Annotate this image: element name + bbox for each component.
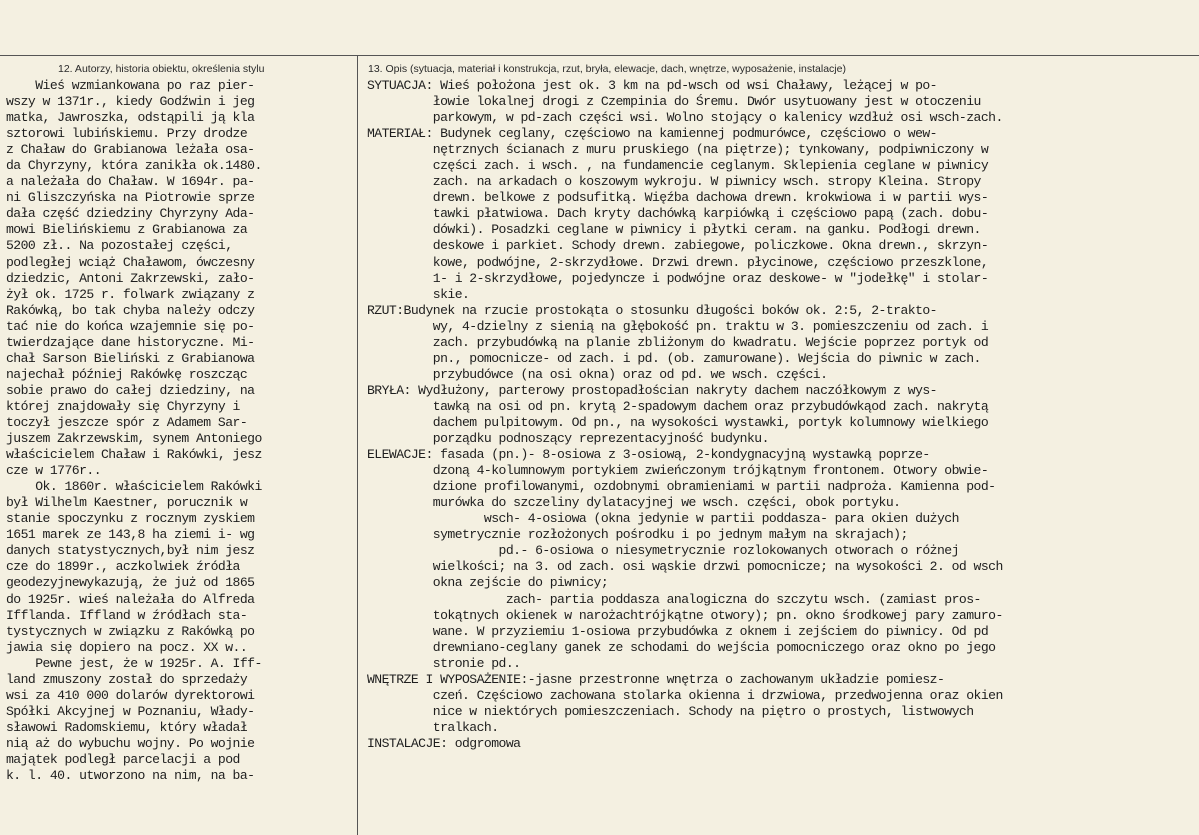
history-text-line: Wieś wzmiankowana po raz pier- xyxy=(6,78,255,93)
history-text-line: Rakówką, bo tak chyba należy odczy xyxy=(6,302,255,318)
description-text-line: tokątnych okienek w narożachtrójkątne otwory); pn. okno środkowej pary zamuro- xyxy=(367,607,1003,623)
description-text-line: stronie pd.. xyxy=(367,655,521,671)
description-text-line: tralkach. xyxy=(367,719,499,735)
description-text-line: drewn. belkowe z podsufitką. Więźba dachowa drewn. krokwiowa i w partii wys- xyxy=(367,190,989,206)
section-13-heading: 13. Opis (sytuacja, materiał i konstrukcja, rzut, bryła, elewacje, dach, wnętrze, wyposażenie, instalacje) xyxy=(368,63,846,75)
history-text-line: stanie spoczynku z rocznym zyskiem xyxy=(6,511,255,527)
description-text-line: dzoną 4-kolumnowym portykiem zwieńczonym trójkątnym frontonem. Otwory obwie- xyxy=(367,463,989,479)
history-text-line: land zmuszony został do sprzedaży xyxy=(6,671,248,687)
description-text-line: parkowym, w pd-zach części wsi. Wolno stojący o kalenicy wzdłuż osi wsch-zach. xyxy=(367,110,1003,126)
description-text-line: SYTUACJA: Wieś położona jest ok. 3 km na pd-wsch od wsi Chaławy, leżącej w po- xyxy=(367,78,937,93)
history-text-line: matka, Jawroszka, odstąpili ją kla xyxy=(6,110,255,126)
description-text-line: dówki). Posadzki ceglane w piwnicy i płytki ceram. na ganku. Podłogi drewn. xyxy=(367,222,981,238)
history-text-line: toczył jeszcze spór z Adamem Sar- xyxy=(6,414,248,430)
history-text-line: wsi za 410 000 dolarów dyrektorowi xyxy=(6,687,255,703)
history-text-line: majątek podległ parcelacji a pod xyxy=(6,751,240,767)
history-text-line: Pewne jest, że w 1925r. A. Iff- xyxy=(6,655,262,671)
history-text-line: tystycznych w związku z Rakówką po xyxy=(6,623,255,639)
description-text-line: INSTALACJE: odgromowa xyxy=(367,735,521,751)
description-text-line: porządku podnoszący reprezentacyjność budynku. xyxy=(367,431,769,447)
history-text-line: cze do 1899r., aczkolwiek źródła xyxy=(6,559,240,575)
history-text-line: do 1925r. wieś należała do Alfreda xyxy=(6,591,255,607)
description-text-line: wy, 4-dzielny z sienią na głębokość pn. traktu w 3. pomieszczeniu od zach. i xyxy=(367,318,989,334)
history-text-line: żył ok. 1725 r. folwark związany z xyxy=(6,286,255,302)
history-text-line: był Wilhelm Kaestner, porucznik w xyxy=(6,495,248,511)
history-text-line: sobie prawo do całej dziedziny, na xyxy=(6,382,255,398)
column-divider xyxy=(357,55,358,835)
description-text xyxy=(367,78,1003,752)
history-text-line: z Chaław do Grabianowa leżała osa- xyxy=(6,142,255,158)
description-text-line: RZUT:Budynek na rzucie prostokąta o stosunku długości boków ok. 2:5, 2-trakto- xyxy=(367,302,937,318)
description-text-line: zach- partia poddasza analogiczna do szczytu wsch. (zamiast pros- xyxy=(367,591,981,607)
description-text-line: okna zejście do piwnicy; xyxy=(367,575,609,591)
description-text-line: wielkości; na 3. od zach. osi wąskie drzwi pomocnicze; na wysokości 2. od wsch xyxy=(367,559,1003,575)
history-text-line: której znajdowały się Chyrzyny i xyxy=(6,398,240,414)
history-text-line: jawia się dopiero na pocz. XX w.. xyxy=(6,639,248,655)
history-text-line: cze w 1776r.. xyxy=(6,463,101,479)
description-text-line: symetrycznie rozłożonych pośrodku i po jednym małym na skrajach); xyxy=(367,527,908,543)
history-text-line: juszem Zakrzewskim, synem Antoniego xyxy=(6,431,262,447)
description-text-line: nice w niektórych pomieszczeniach. Schody na piętro o prostych, listwowych xyxy=(367,703,974,719)
description-text-line: czeń. Częściowo zachowana stolarka okienna i drzwiowa, przedwojenna oraz okien xyxy=(367,687,1003,703)
description-text-line: części zach. i wsch. , na fundamencie ceglanym. Sklepienia ceglane w piwnicy xyxy=(367,158,989,174)
history-text-line: nią aż do wybuchu wojny. Po wojnie xyxy=(6,735,255,751)
history-text-line: sławowi Radomskiemu, który władał xyxy=(6,719,248,735)
history-text-line: da Chyrzyny, która zanikła ok.1480. xyxy=(6,158,262,174)
history-text-line: 1651 marek ze 143,8 ha ziemi i- wg xyxy=(6,527,255,543)
description-text-line: zach. na arkadach o koszowym wykroju. W piwnicy wsch. stropy Kleina. Stropy xyxy=(367,174,981,190)
description-text-line: nętrznych ścianach z muru pruskiego (na piętrze); tynkowany, podpiwniczony w xyxy=(367,142,989,158)
history-text-line: 5200 zł.. Na pozostałej części, xyxy=(6,238,233,254)
history-text-line: Spółki Akcyjnej w Poznaniu, Włady- xyxy=(6,703,255,719)
description-text-line: wane. W przyziemiu 1-osiowa przybudówka z oknem i zejściem do piwnicy. Od pd xyxy=(367,623,989,639)
description-text-line: zach. przybudówką na planie zbliżonym do kwadratu. Wejście poprzez portyk od xyxy=(367,334,989,350)
history-text-line: dziedzic, Antoni Zakrzewski, zało- xyxy=(6,270,255,286)
description-text-line: murówka do szczeliny dylatacyjnej we wsch. części, obok portyku. xyxy=(367,495,901,511)
description-text-line: pn., pomocnicze- od zach. i pd. (ob. zamurowane). Wejścia do piwnic w zach. xyxy=(367,350,981,366)
description-text-line: pd.- 6-osiowa o niesymetrycznie rozlokowanych otworach o różnej xyxy=(367,543,959,559)
description-text-line: skie. xyxy=(367,286,470,302)
history-text-line: ni Gliszczyńska na Piotrowie sprze xyxy=(6,190,255,206)
description-text-line: przybudówce (na osi okna) oraz od pd. we wsch. części. xyxy=(367,366,828,382)
history-text-line: dała część dziedziny Chyrzyny Ada- xyxy=(6,206,255,222)
history-text-line: geodezyjnewykazują, że już od 1865 xyxy=(6,575,255,591)
description-text-line: kowe, podwójne, 2-skrzydłowe. Drzwi drewn. płycinowe, częściowo przeszklone, xyxy=(367,254,989,270)
description-text-line: BRYŁA: Wydłużony, parterowy prostopadłościan nakryty dachem naczółkowym z wys- xyxy=(367,382,937,398)
history-text xyxy=(6,78,262,784)
history-text-line: wszy w 1371r., kiedy Godźwin i jeg xyxy=(6,94,255,110)
description-text-line: tawki płatwiowa. Dach kryty dachówką karpiówką i częściowo papą (zach. dobu- xyxy=(367,206,989,222)
section-12-heading: 12. Autorzy, historia obiektu, określenia stylu xyxy=(58,63,265,75)
history-text-line: danych statystycznych,był nim jesz xyxy=(6,543,255,559)
description-text-line: deskowe i parkiet. Schody drewn. zabiegowe, policzkowe. Okna drewn., skrzyn- xyxy=(367,238,989,254)
description-text-line: tawką na osi od pn. krytą 2-spadowym dachem oraz przybudówkąod zach. nakrytą xyxy=(367,398,989,414)
description-text-line: MATERIAŁ: Budynek ceglany, częściowo na kamiennej podmurówce, częściowo o wew- xyxy=(367,126,937,142)
description-text-line: wsch- 4-osiowa (okna jedynie w partii poddasza- para okien dużych xyxy=(367,511,959,527)
description-text-line: dachem pulpitowym. Od pn., na wysokości wystawki, portyk kolumnowy wielkiego xyxy=(367,414,989,430)
description-text-line: WNĘTRZE I WYPOSAŻENIE:-jasne przestronne wnętrza o zachowanym układzie pomiesz- xyxy=(367,671,945,687)
history-text-line: podległej wciąż Chaławom, ówczesny xyxy=(6,254,255,270)
description-text-line: ELEWACJE: fasada (pn.)- 8-osiowa z 3-osiową, 2-kondygnacyjną wystawką poprze- xyxy=(367,447,930,463)
history-text-line: tać nie do końca wzajemnie się po- xyxy=(6,318,255,334)
history-text-line: k. l. 40. utworzono na nim, na ba- xyxy=(6,768,255,784)
history-text-line: właścicielem Chaław i Rakówki, jesz xyxy=(6,447,262,463)
history-text-line: chał Sarson Bieliński z Grabianowa xyxy=(6,350,255,366)
history-text-line: Ok. 1860r. właścicielem Rakówki xyxy=(6,479,262,495)
description-text-line: 1- i 2-skrzydłowe, pojedyncze i podwójne oraz deskowe- w "jodełkę" i stolar- xyxy=(367,270,989,286)
history-text-line: twierdzające dane historyczne. Mi- xyxy=(6,334,255,350)
history-text-line: mowi Bielińskiemu z Grabianowa za xyxy=(6,222,248,238)
history-text-line: najechał później Rakówkę roszcząc xyxy=(6,366,248,382)
description-text-line: dzione profilowanymi, ozdobnymi obramieniami w partii nadproża. Kamienna pod- xyxy=(367,479,996,495)
description-text-line: drewniano-ceglany ganek ze schodami do wejścia pomocniczego oraz okno po jego xyxy=(367,639,996,655)
history-text-line: a należała do Chaław. W 1694r. pa- xyxy=(6,174,255,190)
history-text-line: Ifflanda. Iffland w źródłach sta- xyxy=(6,607,248,623)
header-divider xyxy=(0,55,1199,56)
history-text-line: sztorowi lubińskiemu. Przy drodze xyxy=(6,126,248,142)
description-text-line: łowie lokalnej drogi z Czempinia do Śremu. Dwór usytuowany jest w otoczeniu xyxy=(367,94,981,110)
